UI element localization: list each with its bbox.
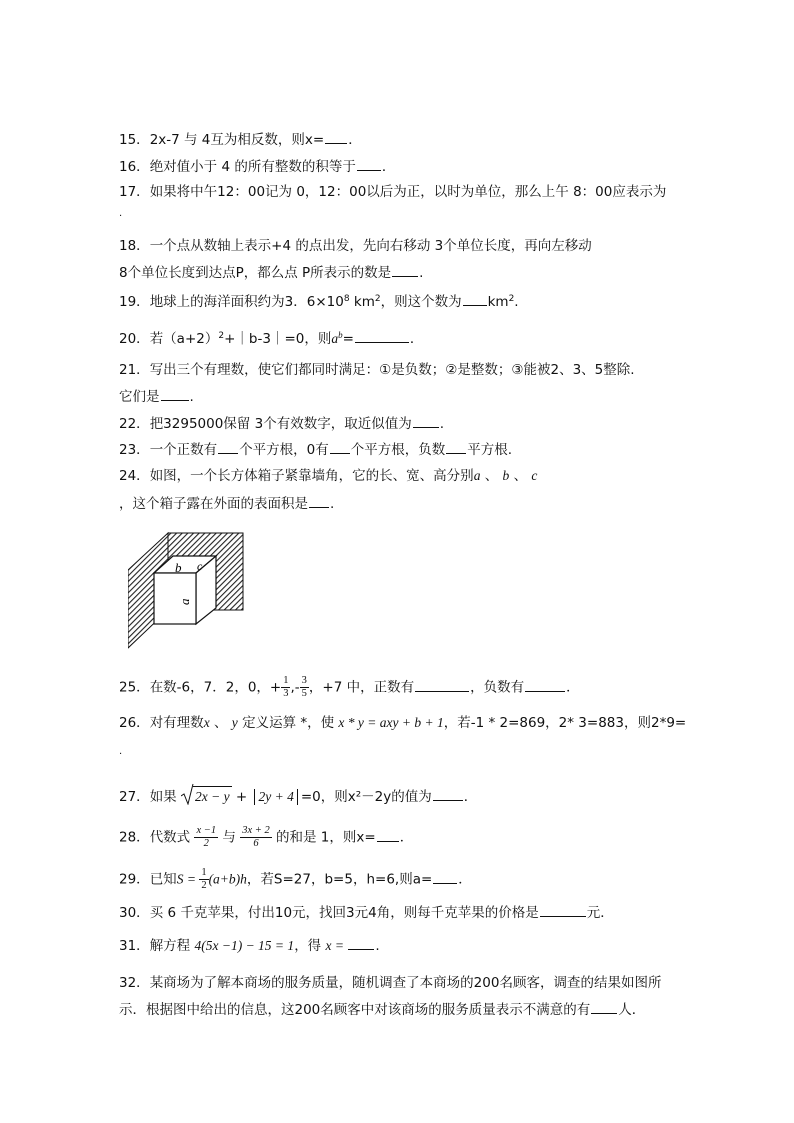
square-root: 2x − y xyxy=(181,786,232,806)
answer-blank xyxy=(413,414,439,428)
answer-blank xyxy=(218,440,238,454)
answer-blank xyxy=(446,440,466,454)
answer-blank xyxy=(309,494,329,508)
question-26: 26．对有理数x 、 y 定义运算 *，使 x * y = axy + b + 1，若-1 * 2=869，2* 3=883，则2*9= xyxy=(119,715,687,731)
question-28: 28．代数式 $\frac{x -1}{2}$ 与 $\frac{3x + 2}{6}$ 的和是 1，则x= ． xyxy=(119,825,414,849)
operation-formula: x * y = axy + b + 1 xyxy=(338,715,444,730)
question-31: 31．解方程 4(5x −1) − 15 = 1，得 x = . xyxy=(119,938,380,954)
absolute-value: 2y + 4 xyxy=(254,789,297,805)
fraction-3x-plus-2-over-6: $\frac{3x + 2}{6}$ xyxy=(242,825,270,849)
box-corner-figure xyxy=(128,530,248,654)
question-16: 16．绝对值小于 4 的所有整数的积等于 ． xyxy=(119,159,396,175)
equation: 4(5x −1) − 15 = 1 xyxy=(194,938,295,953)
answer-blank xyxy=(357,157,381,171)
question-32: 32．某商场为了解本商场的服务质量，随机调查了本商场的200名顾客，调查的结果如图所 xyxy=(119,975,662,991)
answer-blank xyxy=(591,1000,617,1014)
question-27: 27．如果 2x − y + 2y + 4 =0，则x²－2y的值为 ． xyxy=(119,786,477,806)
question-21: 21．写出三个有理数，使它们都同时满足：①是负数；②是整数；③能被2、3、5整除. xyxy=(119,362,635,378)
fraction-x-minus-1-over-2: $\frac{x -1}{2}$ xyxy=(196,825,217,849)
fraction-1-3: $\frac{1}{3}$ xyxy=(283,675,289,699)
question-24: 24．如图，一个长方体箱子紧靠墙角，它的长、宽、高分别a 、 b 、 c xyxy=(119,468,538,484)
q17-end-mark: . xyxy=(119,208,123,219)
q26-end-mark: . xyxy=(119,746,123,757)
question-20: 20．若$(a+2)^2+|b-3|=0$，则$a^b=$ ． xyxy=(119,330,424,347)
question-29: 29．已知S = $\frac{1}{2}$ (a+b)h，若S=27，b=5，h=6,则a= ． xyxy=(119,867,472,891)
fraction-1-2: $\frac{1}{2}$ xyxy=(201,867,207,891)
answer-blank xyxy=(392,263,418,277)
label-b: b xyxy=(175,560,182,575)
box-front xyxy=(154,573,196,624)
question-19: 19．地球上的海洋面积约为3．$6\times 10^8$ $km^2$，则这个数为 $km^2$. xyxy=(119,294,519,310)
question-15: 15．2x-7 与 4互为相反数，则x= ． xyxy=(119,132,362,148)
question-30: 30．买 6 千克苹果，付出10元，找回3元4角，则每千克苹果的价格是 元． xyxy=(119,905,614,921)
question-24-cont: ，这个箱子露在外面的表面积是 . xyxy=(119,496,335,512)
answer-blank xyxy=(433,787,463,801)
answer-blank xyxy=(415,678,469,692)
answer-blank xyxy=(433,870,457,884)
question-23: 23．一个正数有 个平方根，0有 个平方根，负数 平方根. xyxy=(119,442,513,458)
label-c: c xyxy=(197,559,203,573)
answer-blank xyxy=(355,329,409,343)
q15-number: 15． xyxy=(119,132,150,148)
question-18-cont: 8个单位长度到达点P，都么点 P所表示的数是 . xyxy=(119,265,424,281)
answer-blank xyxy=(325,130,347,144)
question-18: 18．一个点从数轴上表示+4 的点出发，先向右移动 3个单位长度，再向左移动 xyxy=(119,238,592,254)
fraction-3-5: $\frac{3}{5}$ xyxy=(301,675,307,699)
answer-blank xyxy=(463,292,487,306)
answer-blank xyxy=(161,387,189,401)
question-21-cont: 它们是 . xyxy=(119,389,194,405)
question-17: 17．如果将中午12：00记为 0，12：00以后为正，以时为单位，那么上午 8：00应表示为 xyxy=(119,184,667,200)
q15-text: 2x-7 与 4互为相反数，则x= xyxy=(149,132,325,148)
label-a: a xyxy=(177,598,192,605)
question-25: 25．在数-6，7．2，0，+ $\frac{1}{3}$ ,- $\frac{3}{5}$ ，+7 中，正数有 ，负数有 ． xyxy=(119,675,580,699)
answer-blank xyxy=(525,678,565,692)
answer-blank xyxy=(540,903,586,917)
question-22: 22．把3295000保留 3个有效数字，取近似值为 . xyxy=(119,416,444,432)
answer-blank xyxy=(330,440,350,454)
answer-blank xyxy=(348,936,374,950)
answer-blank xyxy=(377,828,399,842)
question-32-cont: 示．根据图中给出的信息，这200名顾客中对该商场的服务质量表示不满意的有 人． xyxy=(119,1002,646,1018)
